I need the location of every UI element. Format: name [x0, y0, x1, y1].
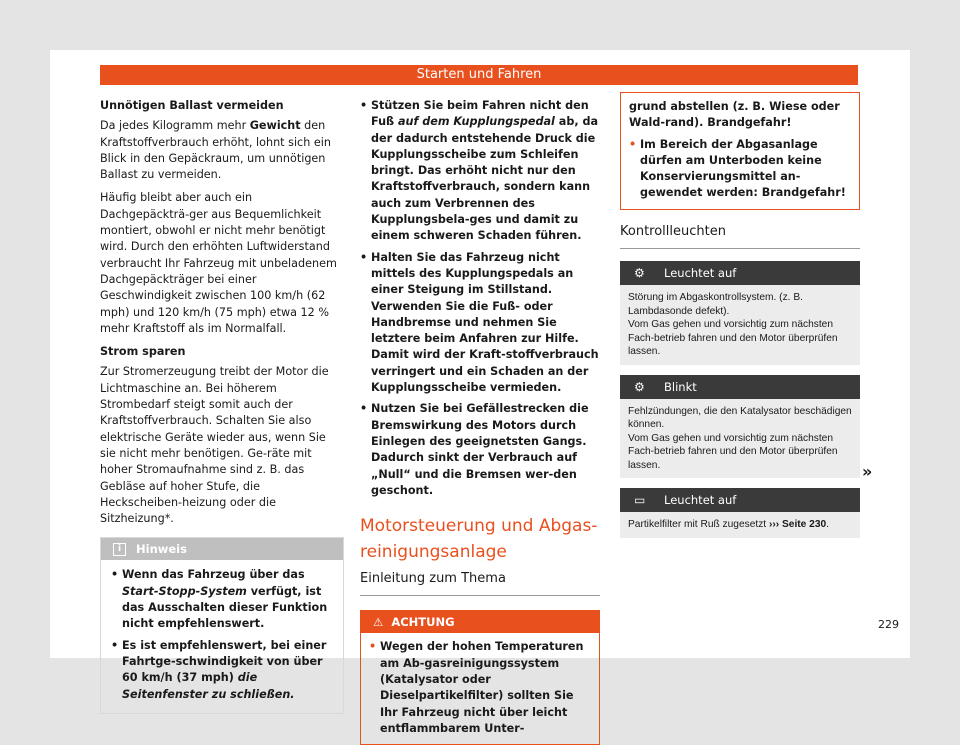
lamp-label: Leuchtet auf	[664, 266, 737, 281]
column-2	[360, 98, 600, 745]
tip-item: • Nutzen Sie bei Gefällestrecken die Bremswirkung des Motors durch Einlegen des geeignetsten Gangs. Dadurch sinkt der Verbrauch auf „Null“ und die Bremsen wer-den geschont.	[360, 402, 589, 497]
warning-box	[360, 610, 600, 745]
lamp-label: Blinkt	[664, 379, 697, 394]
heading-ballast: Unnötigen Ballast vermeiden	[100, 99, 284, 112]
page-number: 229	[878, 618, 899, 631]
lamp-item	[620, 375, 860, 479]
column-3	[620, 98, 860, 548]
note-box	[100, 537, 344, 713]
lamp-text: Vom Gas gehen und vorsichtig zum nächsten Fach-betrieb fahren und den Motor überprüfen lassen.	[628, 319, 838, 358]
paragraph-roof-rack: Häufig bleibt aber auch ein Dachgepäckträ-ger aus Bequemlichkeit montiert, obwohl er nicht mehr benötigt wird. Durch den erhöhten Luftwiderstand verbraucht Ihr Fahrzeug mit unbeladenem Dachgepäckträger bei einer Geschwindigkeit zwischen 100 km/h (62 mph) und 120 km/h (75 mph) etwa 12 % mehr Kraftstoff als im Normalfall.	[100, 191, 337, 335]
column-1	[100, 98, 344, 714]
heading-electricity: Strom sparen	[100, 345, 186, 359]
lamp-item: ▭ Leuchtet auf Partikelfilter mit Ruß zugesetzt ››› Seite 230.	[620, 488, 860, 538]
particle-filter-icon: ▭	[634, 493, 646, 508]
warning-lights-title: Kontrollleuchten	[620, 224, 860, 249]
lamp-item	[620, 261, 860, 365]
lamp-text: Fehlzündungen, die den Katalysator beschädigen können.	[628, 405, 852, 431]
info-icon: i	[113, 543, 126, 556]
lamp-text: Störung im Abgaskontrollsystem. (z. B. Lambdasonde defekt).	[628, 292, 803, 317]
warning-item-continued: grund abstellen (z. B. Wiese oder Wald-rand). Brandgefahr!	[629, 100, 840, 130]
lamp-text: Partikelfilter mit Ruß zugesetzt	[628, 519, 769, 531]
warning-header: ⚠ ACHTUNG	[361, 611, 599, 633]
engine-icon: ⚙	[634, 379, 645, 394]
tip-item: • Halten Sie das Fahrzeug nicht mittels des Kupplungspedals an einer Steigung im Stillstand. Verwenden Sie die Fuß- oder Handbremse und nehmen Sie letztere beim Anfahren zur Hilfe. Damit wird der Kraft-stoffverbrauch verringert und ein Schaden an der Kupplungsscheibe vermieden.	[360, 250, 599, 395]
page-reference-link[interactable]: ››› Seite 230	[768, 519, 827, 531]
tip-item: • Stützen Sie beim Fahren nicht den Fuß auf dem Kupplungspedal ab, da der dadurch entstehende Druck die Kupplungsscheibe zum Schleifen bringt. Das erhöht nicht nur den Kraftstoffverbrauch, sondern kann auch zum Verbrennen des Kupplungsbela-ges und damit zu einem schweren Schaden führen.	[360, 99, 599, 243]
note-item: • Wenn das Fahrzeug über das Start-Stopp-System verfügt, ist das Ausschalten dieser Funktion nicht empfehlenswert.	[111, 568, 328, 631]
paragraph-electricity: Zur Stromerzeugung treibt der Motor die Lichtmaschine an. Bei höherem Strombedarf steigt somit auch der Kraftstoffverbrauch. Schalten Sie also elektrische Geräte wieder aus, wenn Sie sie nicht mehr benötigen. Ge-räte mit hoher Stromaufnahme sind z. B. das Gebläse auf hoher Stufe, die Heckscheiben-heizung oder die Sitzheizung*.	[100, 365, 329, 526]
section-title: Motorsteuerung und Abgas-reinigungsanlage	[360, 516, 598, 563]
lamp-label: Leuchtet auf	[664, 493, 737, 508]
chapter-header: Starten und Fahren	[100, 65, 858, 85]
continue-mark: »	[862, 462, 873, 481]
warning-item: • Im Bereich der Abgasanlage dürfen am Unterboden keine Konservierungsmittel an-gewendet werden: Brandgefahr!	[629, 137, 846, 200]
warning-box-continued	[620, 92, 860, 210]
section-subtitle: Einleitung zum Thema	[360, 571, 600, 596]
note-header: i Hinweis	[101, 538, 343, 560]
note-item: • Es ist empfehlenswert, bei einer Fahrtge-schwindigkeit von über 60 km/h (37 mph) die Seitenfenster zu schließen.	[111, 638, 327, 701]
warning-item: • Wegen der hohen Temperaturen am Ab-gasreinigungssystem (Katalysator oder Dieselpartikelfilter) sollten Sie Ihr Fahrzeug nicht über leicht entflammbarem Unter-	[369, 640, 584, 735]
lamp-text: Vom Gas gehen und vorsichtig zum nächsten Fach-betrieb fahren und den Motor überprüfen lassen.	[628, 432, 838, 471]
paragraph-weight: Da jedes Kilogramm mehr Gewicht den Kraftstoffverbrauch erhöht, lohnt sich ein Blick in den Gepäckraum, um unnötigen Ballast zu vermeiden.	[100, 119, 331, 182]
warning-triangle-icon: ⚠	[373, 615, 384, 630]
engine-icon: ⚙	[634, 266, 645, 281]
